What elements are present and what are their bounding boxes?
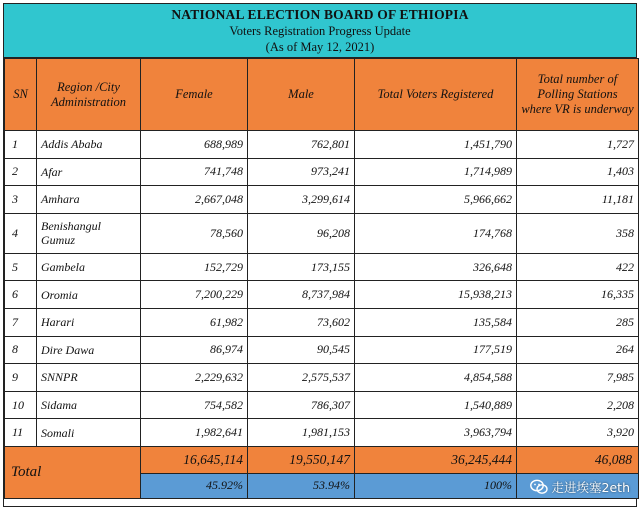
header-female: Female bbox=[141, 59, 248, 131]
table-row bbox=[5, 213, 639, 253]
table-row bbox=[5, 281, 639, 309]
header-sn: SN bbox=[5, 59, 37, 131]
row-stations: 2,208 bbox=[517, 391, 639, 419]
row-total: 1,451,790 bbox=[355, 131, 517, 159]
table-row bbox=[5, 308, 639, 336]
watermark bbox=[530, 478, 630, 496]
row-stations: 264 bbox=[517, 336, 639, 364]
row-region: Benishangul Gumuz bbox=[37, 213, 141, 253]
male-percent: 53.94% bbox=[248, 473, 355, 498]
row-total: 1,540,889 bbox=[355, 391, 517, 419]
row-sn: 2 bbox=[5, 158, 37, 186]
row-stations: 7,985 bbox=[517, 364, 639, 392]
row-total: 15,938,213 bbox=[355, 281, 517, 309]
totals-row bbox=[5, 446, 639, 473]
row-male: 73,602 bbox=[248, 308, 355, 336]
row-total: 3,963,794 bbox=[355, 419, 517, 447]
table-row bbox=[5, 131, 639, 159]
row-region: Oromia bbox=[37, 281, 141, 309]
totals-label: Total bbox=[5, 446, 141, 498]
table-body bbox=[5, 131, 639, 447]
row-female: 86,974 bbox=[141, 336, 248, 364]
table-row bbox=[5, 364, 639, 392]
row-region: Afar bbox=[37, 158, 141, 186]
row-stations: 3,920 bbox=[517, 419, 639, 447]
total-registered: 36,245,444 bbox=[355, 446, 517, 473]
row-female: 2,667,048 bbox=[141, 186, 248, 214]
row-stations: 358 bbox=[517, 213, 639, 253]
row-sn: 1 bbox=[5, 131, 37, 159]
row-male: 2,575,537 bbox=[248, 364, 355, 392]
total-stations: 46,088 bbox=[517, 446, 639, 473]
row-male: 1,981,153 bbox=[248, 419, 355, 447]
row-total: 326,648 bbox=[355, 253, 517, 281]
row-stations: 422 bbox=[517, 253, 639, 281]
row-male: 90,545 bbox=[248, 336, 355, 364]
row-female: 7,200,229 bbox=[141, 281, 248, 309]
row-female: 2,229,632 bbox=[141, 364, 248, 392]
title-block bbox=[4, 4, 636, 58]
row-male: 973,241 bbox=[248, 158, 355, 186]
header-region: Region /City Administration bbox=[37, 59, 141, 131]
row-male: 96,208 bbox=[248, 213, 355, 253]
row-sn: 5 bbox=[5, 253, 37, 281]
row-stations: 11,181 bbox=[517, 186, 639, 214]
table-row bbox=[5, 336, 639, 364]
row-total: 1,714,989 bbox=[355, 158, 517, 186]
row-total: 135,584 bbox=[355, 308, 517, 336]
female-percent: 45.92% bbox=[141, 473, 248, 498]
row-female: 754,582 bbox=[141, 391, 248, 419]
row-male: 762,801 bbox=[248, 131, 355, 159]
row-region: SNNPR bbox=[37, 364, 141, 392]
row-female: 78,560 bbox=[141, 213, 248, 253]
row-region: Somali bbox=[37, 419, 141, 447]
row-stations: 285 bbox=[517, 308, 639, 336]
row-total: 174,768 bbox=[355, 213, 517, 253]
row-sn: 8 bbox=[5, 336, 37, 364]
row-female: 1,982,641 bbox=[141, 419, 248, 447]
row-female: 741,748 bbox=[141, 158, 248, 186]
table-row bbox=[5, 419, 639, 447]
total-female: 16,645,114 bbox=[141, 446, 248, 473]
row-total: 5,966,662 bbox=[355, 186, 517, 214]
row-male: 8,737,984 bbox=[248, 281, 355, 309]
total-male: 19,550,147 bbox=[248, 446, 355, 473]
row-sn: 6 bbox=[5, 281, 37, 309]
row-total: 4,854,588 bbox=[355, 364, 517, 392]
row-male: 786,307 bbox=[248, 391, 355, 419]
row-stations: 1,727 bbox=[517, 131, 639, 159]
row-sn: 10 bbox=[5, 391, 37, 419]
row-sn: 11 bbox=[5, 419, 37, 447]
row-region: Dire Dawa bbox=[37, 336, 141, 364]
row-region: Sidama bbox=[37, 391, 141, 419]
row-sn: 9 bbox=[5, 364, 37, 392]
table-row bbox=[5, 253, 639, 281]
row-female: 61,982 bbox=[141, 308, 248, 336]
row-female: 688,989 bbox=[141, 131, 248, 159]
row-sn: 7 bbox=[5, 308, 37, 336]
table-row bbox=[5, 391, 639, 419]
registration-table bbox=[4, 58, 639, 499]
report-date: (As of May 12, 2021) bbox=[265, 40, 375, 54]
row-region: Harari bbox=[37, 308, 141, 336]
report-subtitle: Voters Registration Progress Update bbox=[229, 24, 411, 38]
row-total: 177,519 bbox=[355, 336, 517, 364]
row-region: Addis Ababa bbox=[37, 131, 141, 159]
header-polling-stations: Total number of Polling Stations where VR is underway bbox=[517, 59, 639, 131]
election-table-sheet bbox=[3, 3, 637, 507]
row-sn: 3 bbox=[5, 186, 37, 214]
row-region: Amhara bbox=[37, 186, 141, 214]
row-female: 152,729 bbox=[141, 253, 248, 281]
wechat-icon bbox=[530, 479, 548, 495]
row-male: 3,299,614 bbox=[248, 186, 355, 214]
header-male: Male bbox=[248, 59, 355, 131]
table-row bbox=[5, 186, 639, 214]
row-region: Gambela bbox=[37, 253, 141, 281]
watermark-text: 走进埃塞2eth bbox=[551, 480, 630, 495]
total-percent: 100% bbox=[355, 473, 517, 498]
row-stations: 1,403 bbox=[517, 158, 639, 186]
row-sn: 4 bbox=[5, 213, 37, 253]
header-total-registered: Total Voters Registered bbox=[355, 59, 517, 131]
row-stations: 16,335 bbox=[517, 281, 639, 309]
header-row bbox=[5, 59, 639, 131]
row-male: 173,155 bbox=[248, 253, 355, 281]
table-row bbox=[5, 158, 639, 186]
board-title: NATIONAL ELECTION BOARD OF ETHIOPIA bbox=[171, 7, 469, 22]
